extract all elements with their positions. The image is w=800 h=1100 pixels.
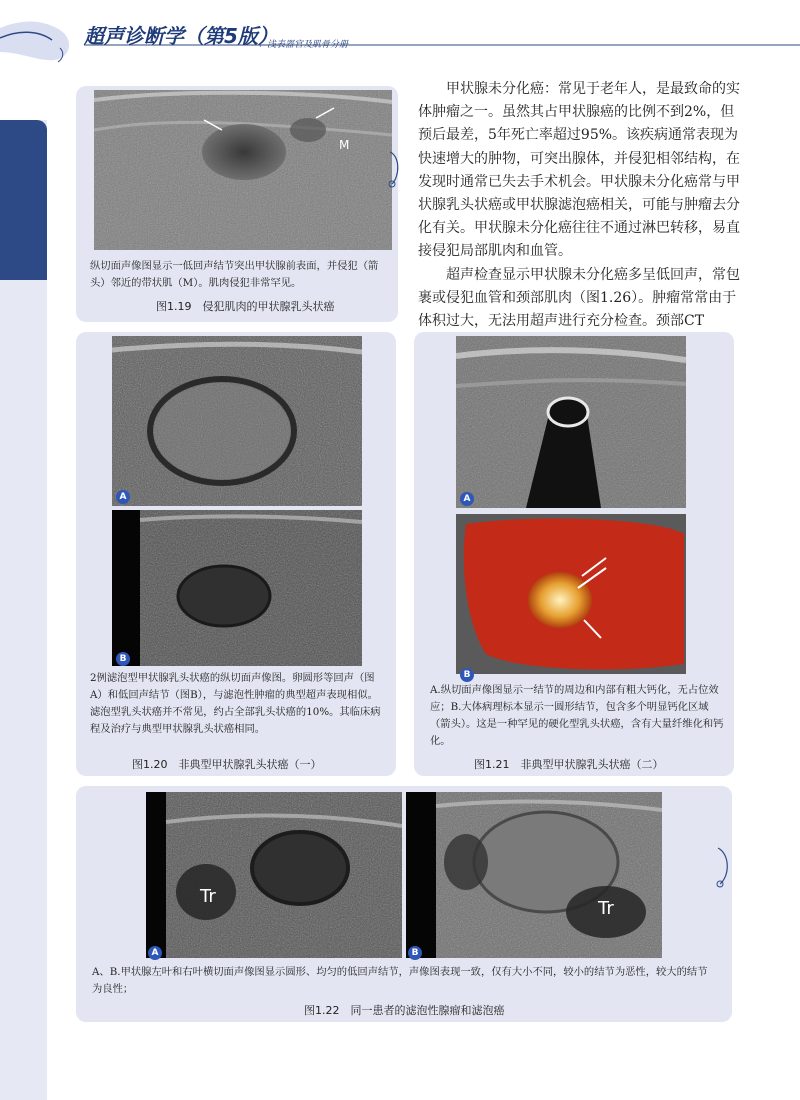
figure-1-20-image-a <box>112 336 362 506</box>
figure-1-19-image <box>94 90 392 250</box>
page-number: 14 <box>50 1040 64 1053</box>
figure-1-20-image-b <box>112 510 362 666</box>
badge-b: B <box>408 946 422 960</box>
figure-1-19-label: 图1.19 侵犯肌肉的甲状腺乳头状癌 <box>156 300 335 313</box>
badge-a: A <box>148 946 162 960</box>
ultrasound-image <box>146 792 402 958</box>
trachea-label-b: Tr <box>598 898 614 919</box>
figure-1-20-label: 图1.20 非典型甲状腺乳头状癌（一） <box>132 758 322 771</box>
figure-1-19-panel <box>76 86 398 322</box>
figure-1-20-caption: 2例滤泡型甲状腺乳头状癌的纵切面声像图。卵圆形等回声（图A）和低回声结节（图B），与滤泡性肿瘤的典型超声表现相似。滤泡型乳头状癌并不常见，约占全部乳头状癌的10%。其临床病程及治疗与典型甲状腺乳头状癌相同。 <box>90 672 381 735</box>
body-text <box>418 78 748 333</box>
figure-1-21-image-a <box>456 336 686 508</box>
header-title: 超声诊断学（第5版） <box>84 24 278 48</box>
figure-1-21-label: 图1.21 非典型甲状腺乳头状癌（二） <box>474 758 664 771</box>
figure-1-19-caption: 纵切面声像图显示一低回声结节突出甲状腺前表面，并侵犯（箭头）邻近的带状肌（M）。肌肉侵犯非常罕见。 <box>90 260 379 289</box>
trachea-label-a: Tr <box>200 886 216 907</box>
figure-1-22-caption: A、B.甲状腺左叶和右叶横切面声像图显示圆形、均匀的低回声结节，声像图表现一致，仅有大小不同，较小的结节为恶性，较大的结节为良性； <box>92 966 708 995</box>
badge-b: B <box>116 652 130 666</box>
figure-1-20-panel <box>76 332 396 776</box>
figure-1-21-caption: A.纵切面声像图显示一结节的周边和内部有粗大钙化，无占位效应；B.大体病理标本显示一圆形结节，包含多个明显钙化区域（箭头）。这是一种罕见的硬化型乳头状癌，含有大量纤维化和钙化。 <box>430 684 724 747</box>
badge-a: A <box>460 492 474 506</box>
panel-clip-icon <box>384 150 404 190</box>
figure-1-22-image-b <box>406 792 662 958</box>
badge-a: A <box>116 490 130 504</box>
ultrasound-image <box>456 336 686 508</box>
figure-1-21-image-b <box>456 514 686 674</box>
ultrasound-image <box>112 510 362 666</box>
figure-1-22-panel <box>76 786 732 1022</box>
body-paragraph-1: 甲状腺未分化癌：常见于老年人，是最致命的实体肿瘤之一。虽然其占甲状腺癌的比例不到2%，但预后最差，5年死亡率超过95%。该疾病通常表现为快速增大的肿物，可突出腺体，并侵犯相邻结构，在发现时通常已失去手术机会。甲状腺未分化癌常与甲状腺乳头状癌或甲状腺滤泡癌相关，可能与肿瘤去分化有关。甲状腺未分化癌往往不通过淋巴转移，易直接侵犯局部肌肉和血管。 <box>418 81 740 260</box>
ultrasound-image <box>406 792 662 958</box>
body-paragraph-2: 超声检查显示甲状腺未分化癌多呈低回声，常包裹或侵犯血管和颈部肌肉（图1.26）。肿瘤常常由于体积过大，无法用超声进行充分检查。颈部CT <box>418 266 740 330</box>
figure-1-21-panel <box>414 332 734 776</box>
page-header <box>0 0 800 70</box>
pathology-specimen-image <box>456 514 686 674</box>
header-subtitle: ：浅表器官及肌骨分册 <box>258 40 349 50</box>
side-tab <box>0 120 47 280</box>
panel-clip-icon <box>712 846 736 890</box>
muscle-marker-label: M <box>339 138 350 152</box>
ultrasound-image <box>112 336 362 506</box>
figure-1-22-label: 图1.22 同一患者的滤泡性腺瘤和滤泡癌 <box>304 1004 505 1017</box>
ultrasound-image <box>94 90 392 250</box>
figure-1-22-image-a <box>146 792 402 958</box>
badge-b: B <box>460 668 474 682</box>
